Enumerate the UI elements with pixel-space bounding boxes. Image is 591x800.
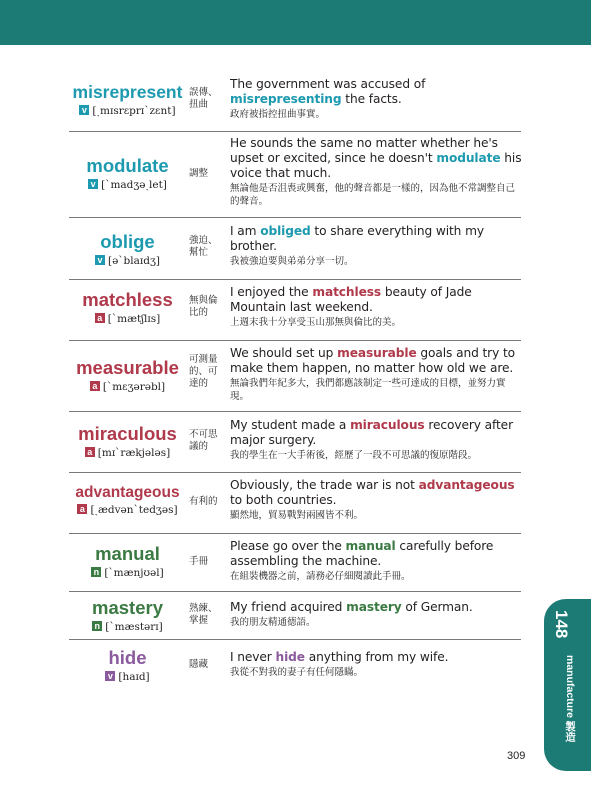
example-sentence <box>230 650 522 665</box>
part-of-speech-badge: n <box>92 621 102 631</box>
example-text: of German. <box>401 600 473 614</box>
example-text: his voice that much. <box>230 151 522 180</box>
highlighted-word: matchless <box>312 285 382 299</box>
example-translation: 無論我們年紀多大，我們都應該制定一些可達成的目標，並努力實現。 <box>230 378 506 402</box>
headword: measurable <box>76 357 179 378</box>
example-translation: 政府被指控扭曲事實。 <box>230 109 326 120</box>
chinese-gloss: 調整 <box>189 168 209 179</box>
example-block <box>230 224 522 268</box>
chinese-gloss: 熟練、掌握 <box>189 603 218 626</box>
chinese-gloss: 無與倫比的 <box>189 295 218 318</box>
ipa-text: [əˋblaɪdʒ] <box>107 255 160 267</box>
example-text: to both countries. <box>230 493 337 507</box>
ipa-text: [ˋmænjʊəl] <box>104 567 164 579</box>
example-sentence <box>230 346 522 376</box>
example-translation: 我的朋友精通德語。 <box>230 617 316 628</box>
example-block <box>230 418 522 462</box>
highlighted-word: modulate <box>436 151 501 165</box>
ipa-text: [ˋmætʃlɪs] <box>107 313 161 325</box>
chinese-gloss: 強迫、幫忙 <box>189 235 218 258</box>
example-translation: 顯然地，貿易戰對兩國皆不利。 <box>230 510 364 521</box>
example-text: Obviously, the trade war is not <box>230 478 419 492</box>
highlighted-word: hide <box>275 650 305 664</box>
example-text: Please go over the <box>230 539 346 553</box>
example-translation: 我被強迫要與弟弟分享一切。 <box>230 256 354 267</box>
entry-row-modulate <box>69 132 521 218</box>
chinese-gloss: 有利的 <box>189 496 218 507</box>
part-of-speech-badge: a <box>95 313 105 323</box>
example-translation: 在組裝機器之前，請務必仔細閱讀此手冊。 <box>230 571 411 582</box>
headword: oblige <box>100 231 155 252</box>
highlighted-word: manual <box>345 539 396 553</box>
example-block <box>230 600 522 629</box>
headword: manual <box>95 543 160 564</box>
headword: miraculous <box>78 423 177 444</box>
entry-row-measurable <box>69 341 521 412</box>
example-sentence <box>230 478 522 508</box>
ipa-text: [haɪd] <box>118 671 150 683</box>
example-block <box>230 650 522 679</box>
highlighted-word: obliged <box>260 224 311 238</box>
chinese-gloss: 手冊 <box>189 556 209 567</box>
pronunciation <box>69 621 186 633</box>
ipa-text: [ˏædvənˋtedʒəs] <box>90 504 178 516</box>
chinese-gloss: 誤傳、扭曲 <box>189 87 218 110</box>
example-block <box>230 77 522 121</box>
example-block <box>230 285 522 329</box>
entry-row-misrepresent <box>69 76 521 132</box>
example-translation: 我從不對我的妻子有任何隱瞞。 <box>230 667 364 678</box>
ipa-text: [ˏmɪsrɛprɪˋzɛnt] <box>92 105 176 117</box>
part-of-speech-badge: v <box>88 179 98 189</box>
part-of-speech-badge: v <box>95 255 105 265</box>
entry-row-hide <box>69 640 521 690</box>
entry-row-mastery <box>69 592 521 640</box>
part-of-speech-badge: a <box>85 447 95 457</box>
part-of-speech-badge: v <box>79 105 89 115</box>
example-block <box>230 136 522 208</box>
pronunciation <box>69 255 186 267</box>
pronunciation <box>69 381 186 393</box>
headword-block <box>69 647 186 683</box>
example-text: He sounds the same no matter whether he's upset or excited, since he doesn't <box>230 136 498 165</box>
pronunciation <box>69 179 186 191</box>
part-of-speech-badge: n <box>91 567 101 577</box>
example-block <box>230 478 522 522</box>
example-sentence <box>230 418 522 448</box>
example-text: I enjoyed the <box>230 285 313 299</box>
headword-block <box>69 82 186 117</box>
pronunciation <box>69 671 186 683</box>
headword: misrepresent <box>72 82 183 102</box>
headword-block <box>69 155 186 191</box>
example-text: beauty of Jade Mountain last weekend. <box>230 285 472 314</box>
example-text: I am <box>230 224 261 238</box>
headword-block <box>69 543 186 579</box>
chapter-keyword: manufacture 製造 <box>564 655 576 742</box>
pronunciation <box>69 447 186 459</box>
ipa-text: [mɪˋrækjələs] <box>97 447 171 459</box>
example-text: carefully before assembling the machine. <box>230 539 494 568</box>
example-translation: 無論他是否沮喪或興奮，他的聲音都是一樣的，因為他不常調整自己的聲音。 <box>230 183 516 207</box>
chinese-gloss: 隱藏 <box>189 659 209 670</box>
entry-row-oblige <box>69 218 521 280</box>
headword-block <box>69 484 186 516</box>
example-text: to share everything with my brother. <box>230 224 484 253</box>
headword-block <box>69 231 186 267</box>
example-sentence <box>230 539 522 569</box>
example-block <box>230 539 522 583</box>
example-text: recovery after major surgery. <box>230 418 513 447</box>
example-block <box>230 346 522 403</box>
highlighted-word: advantageous <box>418 478 515 492</box>
example-sentence <box>230 224 522 254</box>
entry-row-manual <box>69 534 521 592</box>
headword-block <box>69 597 186 633</box>
entry-row-matchless <box>69 280 521 341</box>
ipa-text: [ˋmæstərɪ] <box>105 621 163 633</box>
highlighted-word: miraculous <box>350 418 425 432</box>
highlighted-word: measurable <box>337 346 417 360</box>
example-text: We should set up <box>230 346 338 360</box>
headword-block <box>69 423 186 459</box>
chinese-gloss: 可測量的、可達的 <box>189 354 218 389</box>
entry-row-miraculous <box>69 412 521 473</box>
example-sentence <box>230 600 522 615</box>
header-bar <box>0 0 591 45</box>
headword: hide <box>108 647 147 668</box>
page-number: 309 <box>507 750 526 762</box>
part-of-speech-badge: v <box>105 671 115 681</box>
highlighted-word: mastery <box>346 600 402 614</box>
pronunciation <box>69 504 186 516</box>
example-text: My student made a <box>230 418 351 432</box>
pronunciation <box>69 313 186 325</box>
example-sentence <box>230 77 522 107</box>
headword: mastery <box>92 597 163 618</box>
ipa-text: [ˋmadʒəˏlet] <box>101 179 167 191</box>
highlighted-word: misrepresenting <box>230 92 342 106</box>
headword: modulate <box>86 155 169 176</box>
example-text: anything from my wife. <box>304 650 449 664</box>
headword: matchless <box>82 289 173 310</box>
entry-row-advantageous <box>69 473 521 534</box>
headword: advantageous <box>75 484 180 501</box>
part-of-speech-badge: a <box>77 504 87 514</box>
example-translation: 上週末我十分享受玉山那無與倫比的美。 <box>230 317 402 328</box>
example-text: The government was accused of <box>230 77 426 91</box>
pronunciation <box>69 105 186 117</box>
example-text: I never <box>230 650 276 664</box>
headword-block <box>69 289 186 325</box>
example-sentence <box>230 136 522 181</box>
chinese-gloss: 不可思議的 <box>189 429 218 452</box>
ipa-text: [ˋmɛʒərəbl] <box>102 381 166 393</box>
example-translation: 我的學生在一大手術後，經歷了一段不可思議的復原階段。 <box>230 450 478 461</box>
example-sentence <box>230 285 522 315</box>
example-text: the facts. <box>341 92 402 106</box>
example-text: My friend acquired <box>230 600 347 614</box>
part-of-speech-badge: a <box>90 381 100 391</box>
pronunciation <box>69 567 186 579</box>
headword-block <box>69 357 186 393</box>
chapter-number: 148 <box>552 610 571 639</box>
example-text: goals and try to make them happen, no matter how old we are. <box>230 346 515 375</box>
